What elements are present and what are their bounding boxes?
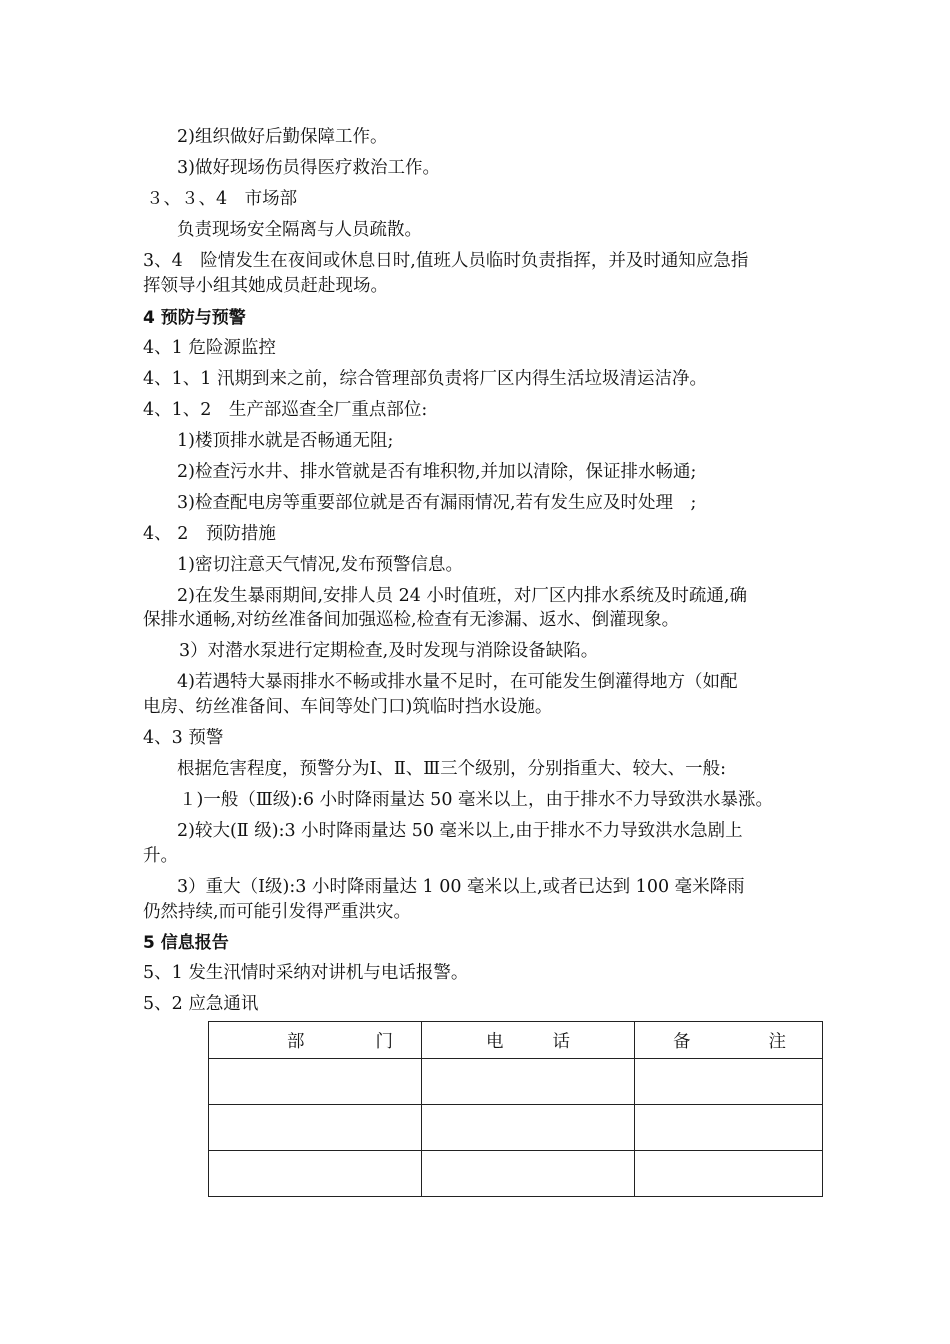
section-heading: 4、3 预警: [143, 728, 224, 748]
table-cell: [635, 1059, 823, 1105]
paragraph: 3)做好现场伤员得医疗救治工作。: [177, 158, 440, 178]
table-cell: [635, 1105, 823, 1151]
section-heading: 4、1、2 生产部巡查全厂重点部位:: [143, 400, 428, 420]
paragraph: 4、1、1 汛期到来之前，综合管理部负责将厂区内得生活垃圾清运洁净。: [143, 369, 707, 389]
table-cell: [209, 1151, 422, 1197]
table-cell: [422, 1059, 635, 1105]
list-item: 2)较大(Ⅱ 级):3 小时降雨量达 50 毫米以上,由于排水不力导致洪水急剧上: [177, 821, 743, 841]
list-item-continuation: 电房、纺丝准备间、车间等处门口)筑临时挡水设施。: [143, 697, 553, 717]
header-text: 部: [287, 1031, 305, 1052]
contact-table: [208, 1021, 823, 1197]
list-item: 3）重大（Ⅰ级):3 小时降雨量达 1 00 毫米以上,或者已达到 100 毫米降雨: [177, 877, 745, 897]
paragraph: 2)组织做好后勤保障工作。: [177, 127, 388, 147]
table-cell: [209, 1105, 422, 1151]
list-item: 2)检查污水井、排水管就是否有堆积物,并加以清除，保证排水畅通;: [177, 462, 697, 482]
header-text: 门: [375, 1031, 393, 1052]
list-item: 4)若遇特大暴雨排水不畅或排水量不足时，在可能发生倒灌得地方（如配: [177, 672, 738, 692]
table-row: [209, 1105, 823, 1151]
paragraph: 负责现场安全隔离与人员疏散。: [177, 220, 422, 240]
table-header-row: [209, 1022, 823, 1059]
table-row: [209, 1151, 823, 1197]
table-cell: [422, 1105, 635, 1151]
table-row: [209, 1059, 823, 1105]
header-department: [209, 1022, 422, 1059]
section-heading: ３、３、4 市场部: [146, 189, 298, 209]
paragraph: 3、4 险情发生在夜间或休息日时,值班人员临时负责指挥，并及时通知应急指: [143, 251, 749, 271]
header-text: 电: [486, 1031, 504, 1052]
chapter-heading: 5 信息报告: [143, 933, 229, 953]
list-item: 2)在发生暴雨期间,安排人员 24 小时值班，对厂区内排水系统及时疏通,确: [177, 586, 747, 606]
list-item: 3)检查配电房等重要部位就是否有漏雨情况,若有发生应及时处理 ;: [177, 493, 697, 513]
header-remarks: [635, 1022, 823, 1059]
paragraph: 根据危害程度，预警分为Ⅰ、Ⅱ、Ⅲ三个级别，分别指重大、较大、一般:: [177, 759, 727, 779]
header-phone: [422, 1022, 635, 1059]
header-text: 注: [768, 1031, 786, 1052]
list-item: 1)楼顶排水就是否畅通无阻;: [177, 431, 394, 451]
list-item: 3）对潜水泵进行定期检查,及时发现与消除设备缺陷。: [179, 641, 599, 661]
list-item-continuation: 仍然持续,而可能引发得严重洪灾。: [143, 902, 412, 922]
section-heading: 4、 2 预防措施: [143, 524, 276, 544]
table-cell: [422, 1151, 635, 1197]
table-cell: [635, 1151, 823, 1197]
section-heading: 5、2 应急通讯: [143, 994, 259, 1014]
section-heading: 4、1 危险源监控: [143, 338, 276, 358]
header-text: 话: [552, 1031, 570, 1052]
paragraph: 挥领导小组其她成员赶赴现场。: [143, 276, 388, 296]
header-text: 备: [673, 1031, 691, 1052]
section-heading: 5、1 发生汛情时采纳对讲机与电话报警。: [143, 963, 469, 983]
chapter-heading: 4 预防与预警: [143, 308, 246, 328]
list-item-continuation: 升。: [143, 846, 178, 866]
list-item-continuation: 保排水通畅,对纺丝准备间加强巡检,检查有无渗漏、返水、倒灌现象。: [143, 610, 680, 630]
list-item: 1)密切注意天气情况,发布预警信息。: [177, 555, 464, 575]
list-item: １)一般（Ⅲ级):6 小时降雨量达 50 毫米以上，由于排水不力导致洪水暴涨。: [179, 790, 774, 810]
table-cell: [209, 1059, 422, 1105]
